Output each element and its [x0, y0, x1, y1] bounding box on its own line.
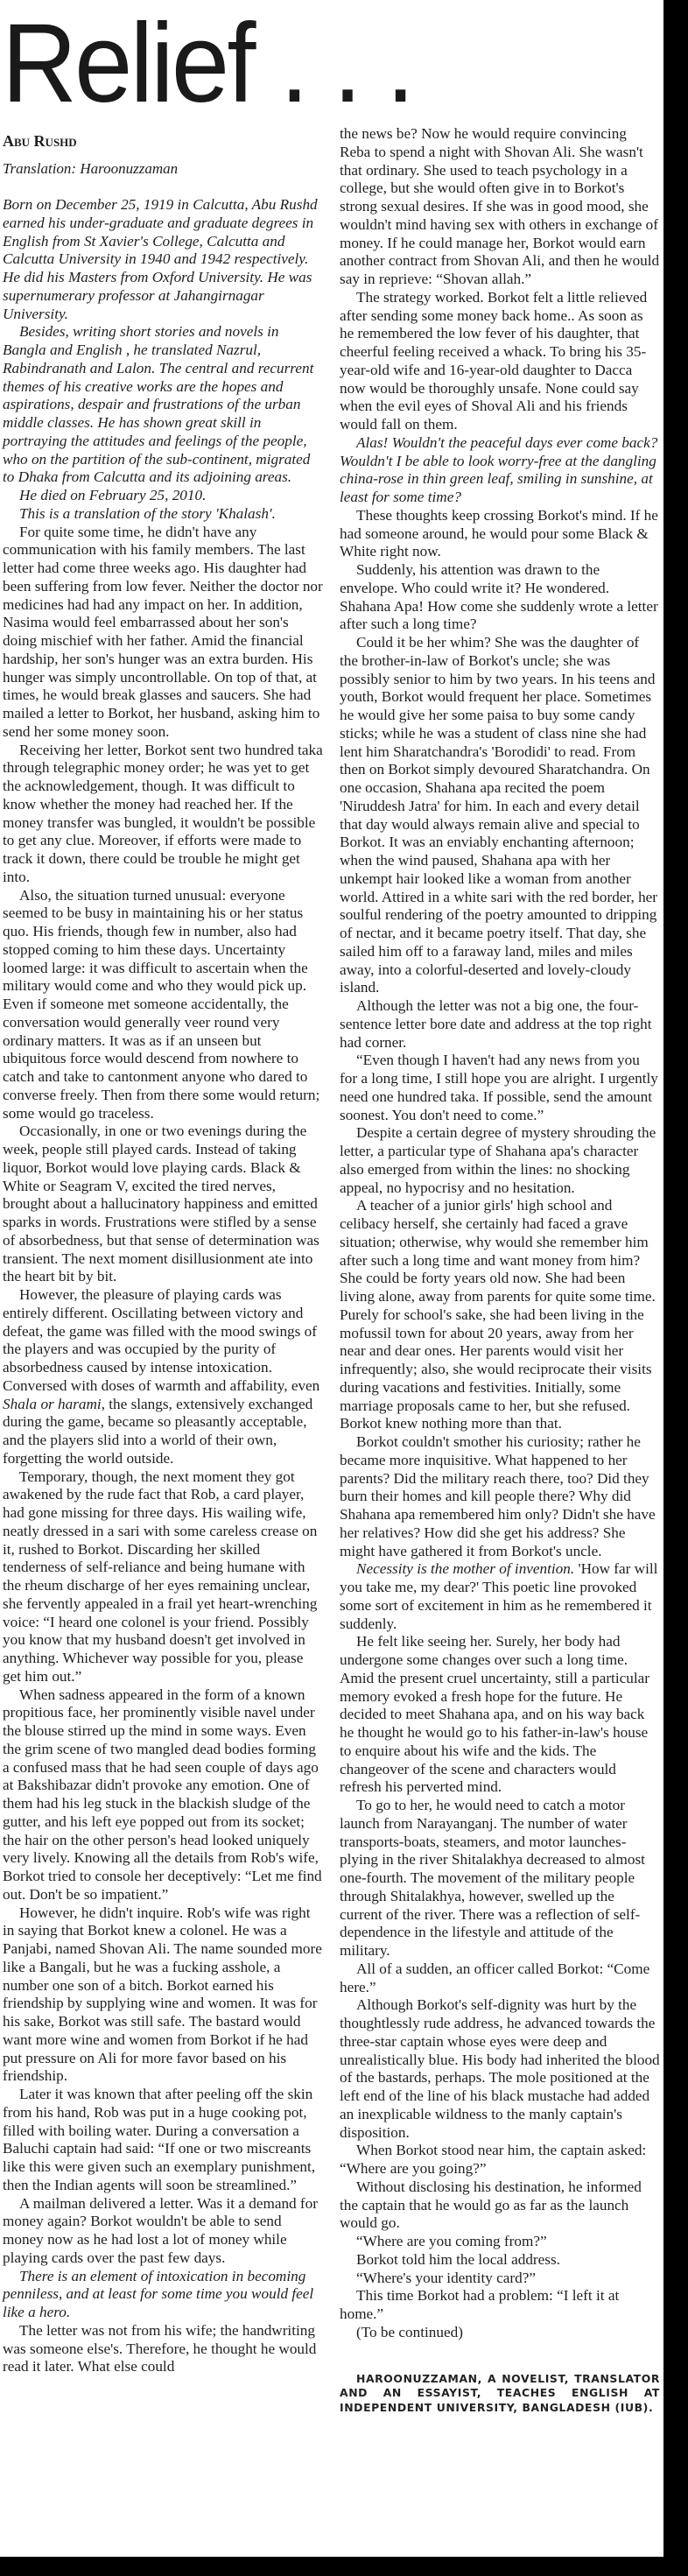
paragraph	[340, 1560, 660, 1633]
paragraph	[340, 2324, 660, 2342]
body-text: the news be? Now he would require convincing Reba to spend a night with Shovan Ali. She wasn't that ordinary. She used to teach psychology in a college, but she would often give in to Borkot's strong sexual desires. If she was in good mood, she wouldn't mind having sex with others in exchange of money. If he could manage her, Borkot would earn another contract from Shovan Ali, and then he would say in reprieve: “Shovan allah.”	[340, 125, 660, 287]
paragraph	[340, 2142, 660, 2178]
body-text: Occasionally, in one or two evenings during the week, people still played cards. Instead of taking liquor, Borkot would love playing cards. Black & White or Seagram V, excited the tired nerves, brought about a hallucinatory happiness and emitted sparks in words. Frustrations were stifled by a sense of absorbedness, but that sense of determination was transient. The next moment disillusionment ate into the heart bit by bit.	[3, 1123, 319, 1285]
paragraph	[3, 323, 323, 487]
body-text: A mailman delivered a letter. Was it a demand for money again? Borkot wouldn't be able to send money now as he had lost a lot of money while playing cards over the past few days.	[3, 2194, 318, 2266]
paragraph	[340, 2178, 660, 2233]
italic-text: Alas! Wouldn't the peaceful days ever come back? Wouldn't I be able to look worry-free at the dangling china-rose in thin green leaf, smiling in sunshine, at least for some time?	[340, 433, 658, 505]
body-text: When Borkot stood near him, the captain asked: “Where are you going?”	[340, 2142, 647, 2177]
body-text: Borkot couldn't smother his curiosity; rather he became more inquisitive. What happened to her parents? Did the military reach there, too? Did they burn their homes and kill people there? Why did Shahana apa remembered him only? Didn't she have her relatives? How did she get his address? She might have gathered it from Borkot's uncle.	[340, 1433, 656, 1559]
body-text: To go to her, he would need to catch a motor launch from Narayanganj. The number of water transports-boats, steamers, and motor launches-plying in the river Shitalakhya decreased to almost one-fourth. The movement of the military people through Shitalakhya, however, swelled up the current of the river. There was a reflection of self-dependence in the lifestyle and attitude of the military.	[340, 1797, 645, 1959]
author-byline: Abu Rushd	[3, 132, 77, 150]
paragraph	[3, 196, 323, 323]
paragraph	[340, 1996, 660, 2142]
body-text: A teacher of a junior girls' high school and celibacy herself, she certainly had faced a grave situation; otherwise, why would she remember him after such a long time and want money from him? She could be forty years old now. She had been living alone, away from parents for quite some time. Purely for school's sake, she had been living in the mofussil town for about 20 years, away from her near and dear ones. Her parents would visit her infrequently; also, she would reciprocate their visits during vacations and festivities. Initially, some marriage proposals came to her, but she refused. Borkot knew nothing more than that.	[340, 1197, 656, 1432]
body-text: Temporary, though, the next moment they got awakened by the rude fact that Rob, a card player, had gone missing for three days. His wailing wife, neatly dressed in a sari with some careless crease on it, rushed to Borkot. Discarding her skilled tenderness of self-reliance and being humane with the rheum discharge of her eyes remaining unclear, she fervently appealed in a frail yet heart-wrenching voice: “I heard one colonel is your friend. Possibly you know that my husband doesn't get involved in anything. Whichever way possible for you, please get him out.”	[3, 1467, 318, 1685]
body-text: When sadness appeared in the form of a known propitious face, her prominently visible navel under the blouse stirred up the mind in some ways. Even the grim scene of two mangled dead bodies forming a confused mass that he had seen couple of days ago at Bakshibazar didn't provoke any emotion. One of them had his leg stuck in the blackish sludge of the gutter, and his left eye popped out from its socket; the hair on the other person's head looked uniquely very lively. Knowing all the details from Rob's wife, Borkot tried to console her deceptively: “Let me find out. Don't be so impatient.”	[3, 1686, 322, 1903]
paragraph	[340, 1960, 660, 1997]
italic-text: This is a translation of the story 'Khalash'.	[19, 504, 276, 522]
italic-text: Shala or harami	[3, 1395, 102, 1412]
body-text: All of a sudden, an officer called Borkot: “Come here.”	[340, 1960, 650, 1995]
body-text: Suddenly, his attention was drawn to the envelope. Who could write it? He wondered. Shahana Apa! How come she suddenly wrote a letter after such a long time?	[340, 561, 658, 633]
article-title: Relief . . .	[2, 1, 413, 126]
article-column-right	[340, 125, 660, 2415]
paragraph	[3, 2268, 323, 2322]
article-column-left	[3, 131, 323, 2376]
body-text: Later it was known that after peeling off the skin from his hand, Rob was put in a huge cooking pot, filled with boiling water. During a conversation a Baluchi captain had said: “If one or two miscreants like this were given such an exemplary punishment, then the Indian agents will soon be streamlined.”	[3, 2086, 316, 2193]
italic-text: Born on December 25, 1919 in Calcutta, Abu Rushd earned his under-graduate and graduate degrees in English from St Xavier's College, Calcutta and Calcutta University in 1940 and 1942 respectively. He did his Masters from Oxford University. He was supernumerary professor at Jahangirnagar University.	[3, 196, 318, 322]
column-left-body	[3, 196, 323, 2376]
body-text: “Where's your identity card?”	[356, 2269, 536, 2286]
paragraph	[340, 1433, 660, 1560]
paragraph	[340, 1797, 660, 1960]
paragraph	[340, 289, 660, 434]
body-text: Without disclosing his destination, he informed the captain that he would go as far as the launch would go.	[340, 2178, 642, 2232]
paragraph	[340, 1197, 660, 1433]
paragraph	[3, 887, 323, 1123]
paragraph	[3, 1468, 323, 1686]
body-text: Also, the situation turned unusual: everyone seemed to be busy in maintaining his or her status quo. His friends, though few in number, also had stopped coming to him these days. Uncertainty loomed large: it was difficult to ascertain when the military would come and who they would pick up. Even if someone met someone accidentally, the conversation would generally veer round very ordinary matters. It was as if an unseen but ubiquitous force would descend from nowhere to catch and take to cantonment anyone who dared to converse freely. Then from there some would return; some would go traceless.	[3, 886, 320, 1122]
translator-bio: HAROONUZZAMAN, A NOVELIST, TRANSLATOR AND AN ESSAYIST, TEACHES ENGLISH AT INDEPENDENT UNIVERSITY, BANGLADESH (IUB).	[340, 2371, 660, 2414]
paragraph	[340, 434, 660, 507]
body-text: 'How far will you take me, my dear?' This poetic line provoked some sort of excitement in him as he remembered it suddenly.	[340, 1560, 658, 1632]
body-text: These thoughts keep crossing Borkot's mind. If he had someone around, he would pour some Black & White right now.	[340, 506, 658, 560]
body-text: Although the letter was not a big one, the four-sentence letter bore date and address at the top right had corner.	[340, 997, 652, 1051]
paragraph	[340, 2287, 660, 2324]
paragraph	[3, 1123, 323, 1286]
paragraph	[340, 2251, 660, 2270]
translator-credit: Translation: Haroonuzzaman	[3, 160, 179, 177]
paragraph	[3, 487, 323, 505]
paragraph	[340, 1633, 660, 1797]
body-text: He felt like seeing her. Surely, her body had undergone some changes over such a long time. Amid the present cruel uncertainty, still a particular memory evoked a fresh hope for the future. He decided to meet Shahana apa, and on his way back he thought he would go to his father-in-law's house to enquire about his wife and the kids. The changeover of the scene and characters would refresh his perverted mind.	[340, 1633, 649, 1796]
paragraph	[340, 561, 660, 634]
paragraph	[340, 2233, 660, 2251]
italic-text: There is an element of intoxication in becoming penniless, and at least for some time you would feel like a hero.	[3, 2267, 314, 2320]
body-text: This time Borkot had a problem: “I left it at home.”	[340, 2287, 620, 2322]
paragraph	[3, 2322, 323, 2376]
paragraph	[340, 997, 660, 1052]
body-text: However, he didn't inquire. Rob's wife was right in saying that Borkot knew a colonel. He was a Panjabi, named Shovan Ali. The name sounded more like a Bangali, but he was a fucking asshole, a number one son of a bitch. Borkot earned his friendship by supplying wine and women. It was for his sake, Borkot was still safe. The bastard would want more wine and women from Borkot if he had put pressure on Ali for more favor based on his friendship.	[3, 1904, 322, 2085]
body-text: The strategy worked. Borkot felt a little relieved after sending some money back home.. As soon as he remembered the low fever of his daughter, that cheerful feeling received a whack. To bring his 35-year-old wife and 16-year-old daughter to Dacca now would be thoroughly unsafe. None could say when the evil eyes of Shoval Ali and his friends would fall on them.	[340, 288, 648, 433]
paragraph	[340, 125, 660, 289]
paragraph	[3, 2195, 323, 2268]
paragraph	[340, 634, 660, 997]
body-text: “Even though I haven't had any news from you for a long time, I still hope you are alright. I urgently need one hundred taka. If possible, send the amount soonest. You don't need to come.”	[340, 1052, 658, 1123]
body-text: For quite some time, he didn't have any communication with his family members. The last letter had come three weeks ago. His daughter had been suffering from low fever. Neither the doctor nor medicines had had any impact on her. In addition, Nasima would feel embarrassed about her son's doing mischief with her father. Amid the financial hardship, her son's hunger was an extra burden. His hunger was simply uncontrollable. On top of that, at times, he would break glasses and saucers. She had mailed a letter to Borkot, her husband, asking him to send her some money soon.	[3, 523, 323, 740]
body-text: Despite a certain degree of mystery shrouding the letter, a particular type of Shahana apa's character also emerged from within the lines: no shocking appeal, no hypocrisy and no hesitation.	[340, 1124, 656, 1196]
body-text: , the slangs, extensively exchanged during the game, became so pleasantly acceptable, and the players slid into a world of their own, forgetting the world outside.	[3, 1395, 313, 1467]
body-text: Although Borkot's self-dignity was hurt by the thoughtlessly rude address, he advanced towards the three-star captain whose eyes were deep and unrealistically blue. His body had inherited the blood of the bastards, perhaps. The mole positioned at the left end of the line of his black mustache had added an inexplicable wildness to the manly captain's disposition.	[340, 1996, 660, 2141]
body-text: (To be continued)	[356, 2323, 463, 2340]
paragraph	[340, 1124, 660, 1197]
paragraph	[3, 505, 323, 524]
body-text: Could it be her whim? She was the daughter of the brother-in-law of Borkot's uncle; she was possibly senior to him by two years. In his teens and youth, Borkot would frequent her place. Sometimes he would give her some paisa to buy some candy sticks; while he was a student of class nine she had lent him Sharatchandra's 'Borodidi' to read. From then on Borkot simply devoured Sharatchandra. On one occasion, Shahana apa recited the poem 'Niruddesh Jatra' for him. In each and every detail that day would always remain alive and special to Borkot. It was an enviably enchanting afternoon; when the wind paused, Shahana apa with her unkempt hair looked like a woman from another world. Attired in a white sari with the red border, her soulful rendering of the poetry amounted to dripping of nectar, and it became poetry itself. That day, she sailed him off to a faraway land, miles and miles away, into a colorful-deserted and lovely-cloudy island.	[340, 634, 658, 996]
body-text: The letter was not from his wife; the handwriting was someone else's. Therefore, he thought he would read it later. What else could	[3, 2321, 317, 2375]
paragraph	[3, 1904, 323, 2087]
column-right-body	[340, 125, 660, 2342]
paragraph	[3, 1286, 323, 1468]
body-text: Borkot told him the local address.	[356, 2250, 560, 2268]
paragraph	[340, 1052, 660, 1124]
body-text: However, the pleasure of playing cards was entirely different. Oscillating between victory and defeat, the game was filled with the mood swings of the players and was occupied by the purity of absorbedness caused by intense intoxication. Conversed with doses of warmth and affability, even	[3, 1286, 320, 1394]
italic-text: Necessity is the mother of invention.	[356, 1560, 575, 1578]
paragraph	[3, 1686, 323, 1904]
italic-text: He died on February 25, 2010.	[19, 487, 207, 503]
paragraph	[3, 2086, 323, 2195]
paragraph	[340, 507, 660, 561]
italic-text: Besides, writing short stories and novels in Bangla and English , he translated Nazrul, Rabindranath and Lalon. The central and recurrent themes of his creative works are the hopes and aspirations, despair and frustrations of the urban middle classes. He has shown great skill in portraying the attitudes and feelings of the people, who on the partition of the sub-continent, migrated to Dhaka from Calcutta and its adjoining areas.	[3, 323, 314, 486]
paragraph	[3, 524, 323, 742]
paragraph	[340, 2270, 660, 2288]
paragraph	[3, 742, 323, 887]
body-text: “Where are you coming from?”	[356, 2233, 547, 2249]
body-text: Receiving her letter, Borkot sent two hundred taka through telegraphic money order; he was yet to get the acknowledgement, though. It was difficult to know whether the money had reached her. If the money transfer was bungled, it wouldn't be possible to get any clue. Moreover, if efforts were made to track it down, there could be trouble he might get into.	[3, 741, 323, 885]
